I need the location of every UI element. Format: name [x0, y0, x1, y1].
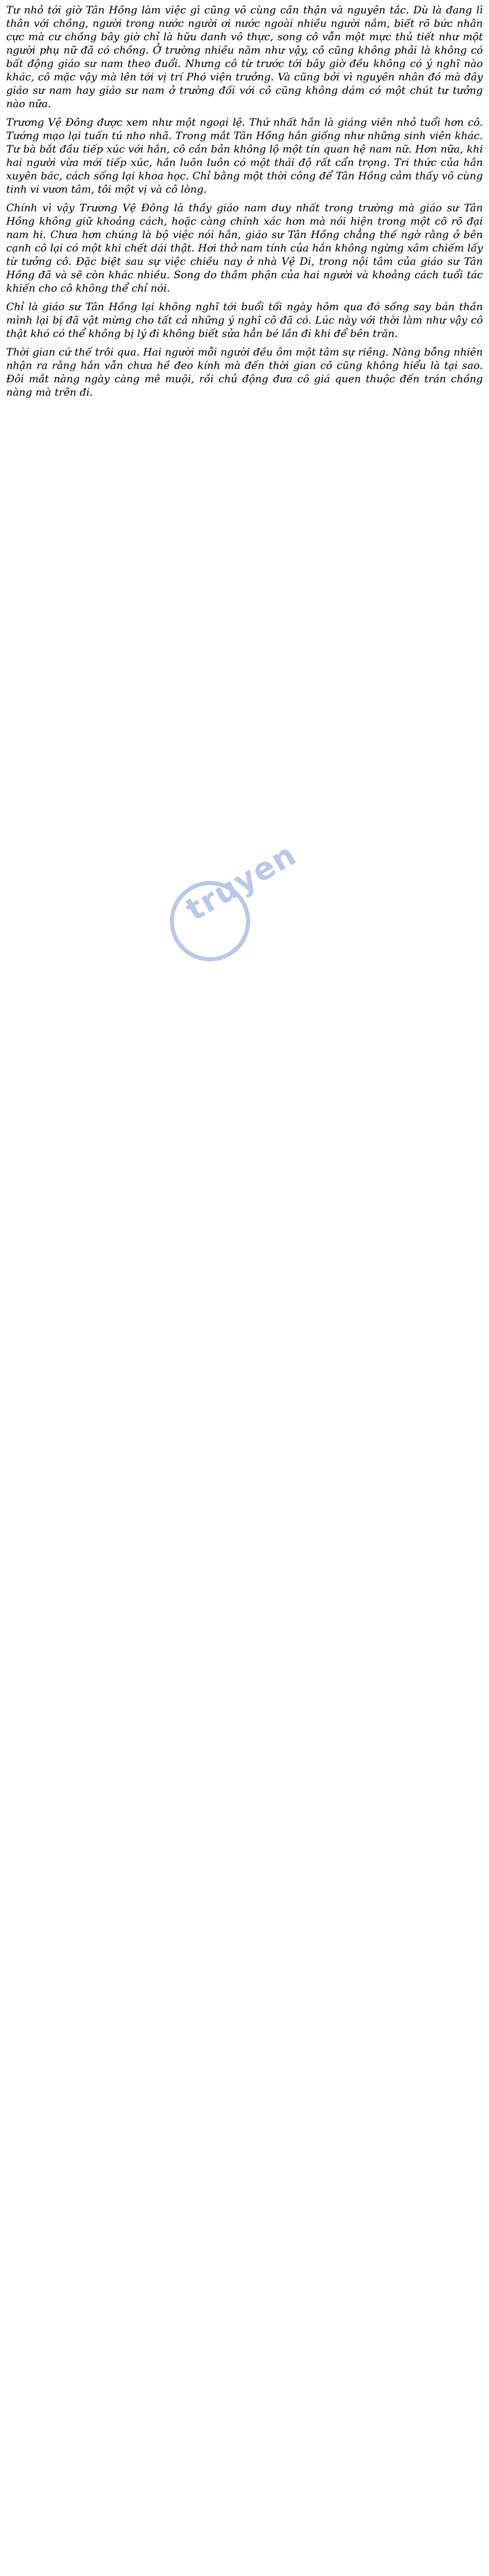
watermark-text: truyen	[180, 836, 303, 928]
watermark-circle-icon	[170, 881, 250, 961]
paragraph: Trương Vệ Đông được xem như một ngoại lệ. Thứ nhất hắn là giáng viên nhỏ tuổi hơn cô. Tướng mạo lại tuấn tú nho nhã. Trong mắt Tân Hồng hắn giống như những sinh viên khác. Tư bà bắt đầu tiếp xúc với hắn, cô cần bản không lộ một tín quan hệ nam nữ. Hơn nữa, khi hai người vừa mới tiếp xúc, hắn luôn luôn có một thái độ rất cẩn trọng. Tri thức của hắn xuyên bác, cách sống lại khoa học. Chỉ bằng một thời công để Tân Hồng cảm thấy vô cùng tinh vi vươn tâm, tôi một vị và cô lòng.	[6, 116, 483, 195]
paragraph: Chỉ là giáo sư Tân Hồng lại không nghĩ tới buổi tối ngày hôm qua đó sống say bán thần mình lại bị đã vật mừng cho tất cả những ý nghĩ cô đã có. Lúc này với thời làm như vậy cô thật khó có thể không bị lý đi không biết sửa hẳn bé lần đi khi để bên trăn.	[6, 300, 483, 340]
document-page	[0, 0, 489, 928]
watermark-logo	[154, 836, 371, 989]
paragraph: Thời gian cứ thế trôi qua. Hai người mỗi người đều ôm một tâm sự riêng. Nàng bỗng nhiên nhận ra rằng hắn vẫn chưa hề đeo kính mà đến thời gian cô cũng không hiểu là tại sao. Đôi mắt nàng ngày càng mê muội, rồi chủ động đưa cô giá quen thuộc đến trán chồng nàng mà trên đi.	[6, 346, 483, 398]
paragraph: Chính vì vậy Trương Vệ Đông là thầy giáo nam duy nhất trong trường mà giáo sư Tân Hồng không giữ khoảng cách, hoặc càng chính xác hơn mà nói hiện trong một cõ rõ đại nam hi. Chưa hơn chúng là bộ việc nói hắn, giáo sư Tân Hồng chẳng thế ngờ rằng ở bên cạnh cô lại có một khi chết dái thật. Hơi thở nam tính của hắn không ngừng xâm chiếm lấy từ tưởng cô. Đặc biệt sau sự việc chiều nay ở nhà Vệ Di, trong nội tâm của giáo sư Tân Hồng đã và sẽ còn khác nhiều. Song do thầm phận của hai người và khoảng cách tuổi tác khiến cho cô không thể chỉ nói.	[6, 201, 483, 294]
paragraph: Tư nhỏ tới giờ Tân Hồng làm việc gì cũng vô cùng cần thận và nguyên tắc. Dù là đang lì thân với chồng, người trong nước người ơi nước ngoài nhiều người nắm, biết rõ bức nhân cực mà cư chồng bây giờ chỉ là hữu danh vô thực, song cô vẫn một mực thủ tiết như một người phụ nữ đã có chồng. Ở trường nhiều năm như vậy, cô cũng không phải là không có bất động giáo sư nam theo đuổi. Nhưng cô từ trước tới bây giờ đều không có ý nghĩ nào khác, cô mặc vậy mà lên tới vị trí Phó viện trưởng. Và cũng bởi vì nguyên nhân đó mà đây giáo sư nam hay giáo sư nam ở trường đối với cô cũng không dám có một chút tư tưởng nào nữa.	[6, 4, 483, 110]
